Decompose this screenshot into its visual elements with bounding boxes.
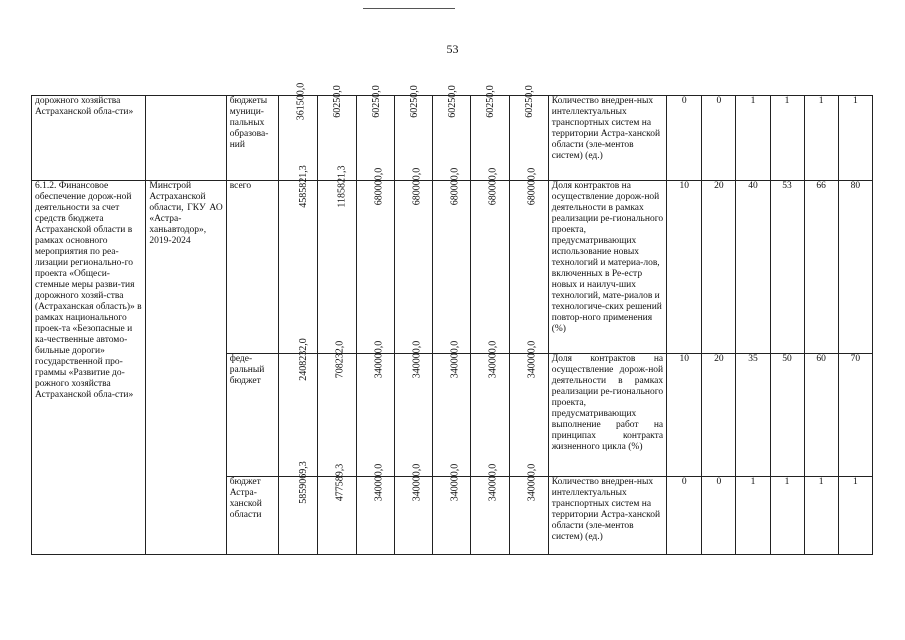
value-2021: 680000,0 xyxy=(395,181,433,354)
target-value: 10 xyxy=(667,181,702,354)
target-value: 1 xyxy=(838,477,872,555)
measure-cell: дорожного хозяйства Астраханской обла-сти» xyxy=(32,96,146,181)
value-2023: 340000,0 xyxy=(471,354,509,477)
indicator-cell: Доля контрактов на осуществление дорож-ной деятельности в рамках реализации ре-гионального проекта, предусматривающих выполнение работ на принципах контракта жизненного цикла (%) xyxy=(548,354,666,477)
value-2019: 60250,0 xyxy=(317,96,356,181)
table-row xyxy=(32,181,873,354)
target-value: 50 xyxy=(770,354,804,477)
target-value: 0 xyxy=(667,96,702,181)
target-value: 20 xyxy=(702,181,736,354)
target-value: 1 xyxy=(736,477,770,555)
target-value: 10 xyxy=(667,354,702,477)
funding-source-cell: феде-ральный бюджет xyxy=(226,354,278,477)
target-value: 1 xyxy=(804,477,838,555)
value-2023: 60250,0 xyxy=(471,96,509,181)
target-value: 1 xyxy=(736,96,770,181)
value-2020: 340000,0 xyxy=(357,477,395,555)
value-2024: 340000,0 xyxy=(509,477,548,555)
value-2019: 1185821,3 xyxy=(317,181,356,354)
value-2022: 340000,0 xyxy=(433,477,471,555)
value-2024: 680000,0 xyxy=(509,181,548,354)
funding-source-cell: бюджеты муници-пальных образова-ний xyxy=(226,96,278,181)
value-2020: 340000,0 xyxy=(357,354,395,477)
target-value: 60 xyxy=(804,354,838,477)
target-value: 1 xyxy=(838,96,872,181)
header-rule xyxy=(363,8,455,9)
value-2022: 680000,0 xyxy=(433,181,471,354)
target-value: 35 xyxy=(736,354,770,477)
indicator-cell: Доля контрактов на осуществление дорож-ной деятельности в рамках реализации ре-гионального проекта, предусматривающих использование новых технологий и материа-лов, включенных в Ре-естр новых и наилуч-ших технологий, мате-риалов и технологиче-ских решений повтор-ного применения (%) xyxy=(548,181,666,354)
funding-source-cell: бюджет Астра-ханской области xyxy=(226,477,278,555)
value-total: 2408232,0 xyxy=(278,354,317,477)
value-2021: 60250,0 xyxy=(395,96,433,181)
value-total: 4585821,3 xyxy=(278,181,317,354)
indicator-cell: Количество внедрен-ных интеллектуальных транспортных систем на территории Астра-ханской области (эле-ментов систем) (ед.) xyxy=(548,96,666,181)
target-value: 40 xyxy=(736,181,770,354)
page-number: 53 xyxy=(446,42,459,56)
value-total: 361500,0 xyxy=(278,96,317,181)
target-value: 1 xyxy=(770,477,804,555)
value-2023: 340000,0 xyxy=(471,477,509,555)
value-2023: 680000,0 xyxy=(471,181,509,354)
target-value: 0 xyxy=(667,477,702,555)
value-2022: 340000,0 xyxy=(433,354,471,477)
value-2024: 60250,0 xyxy=(509,96,548,181)
target-value: 70 xyxy=(838,354,872,477)
value-2024: 340000,0 xyxy=(509,354,548,477)
target-value: 66 xyxy=(804,181,838,354)
target-value: 0 xyxy=(702,96,736,181)
target-value: 0 xyxy=(702,477,736,555)
target-value: 53 xyxy=(770,181,804,354)
program-table xyxy=(31,82,873,555)
value-2019: 477589,3 xyxy=(317,477,356,555)
target-value: 80 xyxy=(838,181,872,354)
target-value: 1 xyxy=(804,96,838,181)
measure-cell: 6.1.2. Финансовое обеспечение дорож-ной деятельности за счет средств бюджета Астраханской области в рамках основного мероприятия по реа-лизации регионально-го проекта «Общеси-стемные меры разви-тия дорожного хозяй-ства (Астраханская область)» в рамках национального проек-та «Безопасные и ка-чественные автомо-бильные дороги» государственной про-граммы «Развитие до-рожного хозяйства Астраханской обла-сти» xyxy=(32,181,146,555)
executor-cell: Минстрой Астраханской области, ГКУ АО «Астра-ханьавтодор», 2019-2024 xyxy=(146,181,226,555)
target-value: 20 xyxy=(702,354,736,477)
value-2022: 60250,0 xyxy=(433,96,471,181)
indicator-cell: Количество внедрен-ных интеллектуальных транспортных систем на территории Астра-ханской области (эле-ментов систем) (ед.) xyxy=(548,477,666,555)
value-2021: 340000,0 xyxy=(395,477,433,555)
target-value: 1 xyxy=(770,96,804,181)
value-total: 5859069,3 xyxy=(278,477,317,555)
funding-source-cell: всего xyxy=(226,181,278,354)
value-2021: 340000,0 xyxy=(395,354,433,477)
executor-cell xyxy=(146,96,226,181)
value-2020: 680000,0 xyxy=(357,181,395,354)
value-2019: 708232,0 xyxy=(317,354,356,477)
value-2020: 60250,0 xyxy=(357,96,395,181)
